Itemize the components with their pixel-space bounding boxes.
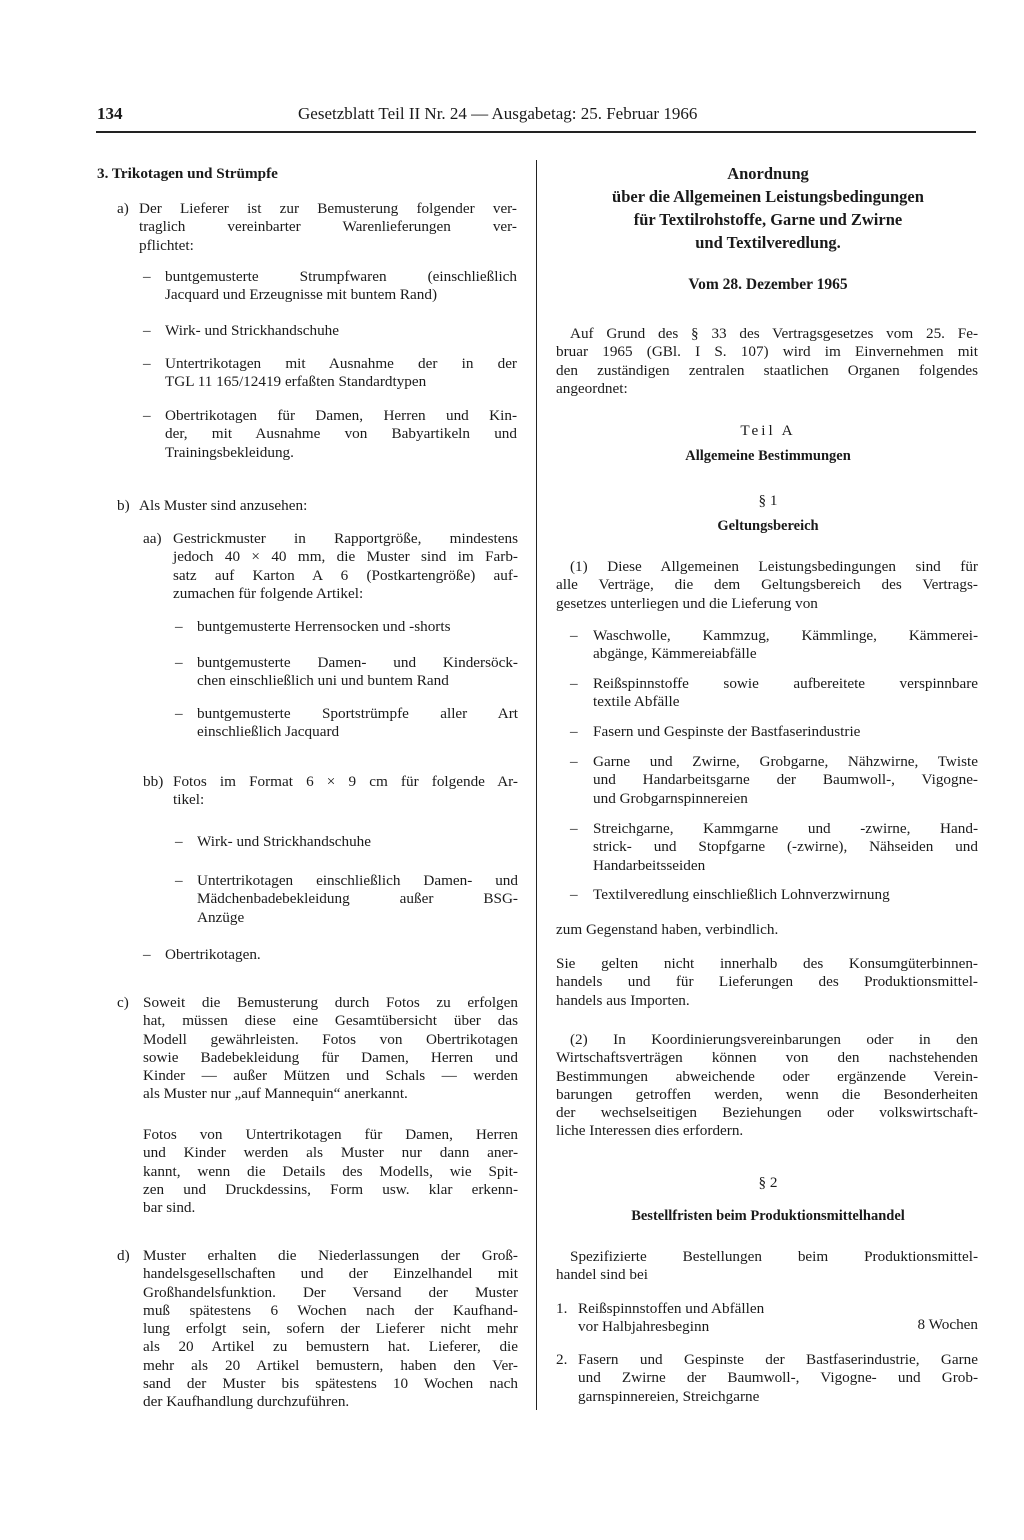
section-1-para-2: (2) In Koordinierungsvereinbarungen oder in den Wirtschaftsverträgen können von den nachstehenden Bestimmungen abweichende oder ergänzende Verein- barungen getroffen werden, wenn die Besonderheiten der wechselseitigen Beziehungen oder volkswirtschaft- liche Interessen dies erfordern.: [556, 1031, 978, 1140]
list-dash: –: [570, 723, 578, 740]
list-item: Waschwolle, Kammzug, Kämmlinge, Kämmerei- abgänge, Kämmereiabfälle: [593, 627, 978, 663]
list-dash: –: [570, 820, 578, 837]
list-dash: –: [570, 753, 578, 770]
list-item: Reißspinnstoffe sowie aufbereitete verspinnbare textile Abfälle: [593, 675, 978, 711]
section-1-exclusion: Sie gelten nicht innerhalb des Konsumgüterbinnen- handels und für Lieferungen des Produktionsmittel- handels aus Importen.: [556, 955, 978, 1009]
list-dash: –: [175, 654, 183, 671]
item-d-text: Muster erhalten die Niederlassungen der Groß- handelsgesellschaften und der Einzelhandel mit Großhandelsfunktion. Der Versand der Muster muß spätestens 6 Wochen nach der Kaufhand- lung erfolgt sein, sofern der Lieferer nicht mehr als 20 Artikel zu bemustern hat. Lieferer, die mehr als 20 Artikel bemustern, haben den Ver- sand der Muster bis spätestens 10 Wochen nach der Kaufhandlung durchzuführen.: [143, 1247, 518, 1411]
section-1-title: Geltungsbereich: [717, 518, 819, 534]
part-heading: Teil A: [740, 422, 796, 439]
list-dash: –: [143, 268, 151, 285]
list-dash: –: [570, 886, 578, 903]
section-2-intro: Spezifizierte Bestellungen beim Produktionsmittel- handel sind bei: [556, 1248, 978, 1284]
section-2-number: § 2: [758, 1174, 778, 1191]
list-item: Streichgarne, Kammgarne und -zwirne, Hand- strick- und Stopfgarne (-zwirne), Nähseiden und Handarbeitsseiden: [593, 820, 978, 874]
list-dash: –: [175, 705, 183, 722]
section-1-closing: zum Gegenstand haben, verbindlich.: [556, 921, 779, 938]
item-a-intro: Der Lieferer ist zur Bemusterung folgender ver- traglich vereinbarter Warenlieferungen ver- pflichtet:: [139, 200, 517, 254]
column-divider: [536, 160, 537, 1410]
list-item: buntgemusterte Strumpfwaren (einschließlich Jacquard und Erzeugnisse mit buntem Rand): [165, 268, 517, 304]
list-item: Wirk- und Strickhandschuhe: [165, 322, 340, 339]
item-c-text-2: Fotos von Untertrikotagen für Damen, Herren und Kinder werden als Muster nur dann aner- kannt, wenn die Details des Modells, wie Spit- zen und Druckdessins, Form usw. klar erkenn- bar sind.: [143, 1126, 518, 1217]
list-item-number: 2.: [556, 1351, 568, 1368]
item-c-marker: c): [117, 994, 129, 1011]
list-dash: –: [143, 322, 151, 339]
list-item: Garne und Zwirne, Grobgarne, Nähzwirne, Twiste und Handarbeitsgarne der Baumwoll-, Vigogne- und Grobgarnspinnereien: [593, 753, 978, 807]
list-item-number: 1.: [556, 1300, 568, 1317]
preamble: Auf Grund des § 33 des Vertragsgesetzes vom 25. Fe- bruar 1965 (GBl. I S. 107) wird im Einvernehmen mit den zuständigen zentralen staatlichen Organen folgendes angeordnet:: [556, 325, 978, 397]
list-item: buntgemusterte Sportstrümpfe aller Art einschließlich Jacquard: [197, 705, 518, 741]
list-dash: –: [175, 618, 183, 635]
list-dash: –: [570, 675, 578, 692]
item-b-marker: b): [117, 497, 130, 514]
list-dash: –: [143, 407, 151, 424]
section-1-number: § 1: [758, 492, 778, 509]
part-title: Allgemeine Bestimmungen: [685, 448, 851, 464]
list-dash: –: [570, 627, 578, 644]
list-dash: –: [143, 946, 151, 963]
header-rule: [96, 131, 976, 133]
item-bb-marker: bb): [143, 773, 164, 790]
item-bb-text: Fotos im Format 6 × 9 cm für folgende Ar- tikel:: [173, 773, 518, 809]
section-2-title: Bestellfristen beim Produktionsmittelhandel: [631, 1208, 905, 1224]
item-aa-marker: aa): [143, 530, 162, 547]
document-date: Vom 28. Dezember 1965: [688, 276, 848, 293]
item-d-marker: d): [117, 1247, 130, 1264]
item-a-marker: a): [117, 200, 129, 217]
list-item: buntgemusterte Herrensocken und -shorts: [197, 618, 451, 635]
section-1-para-1: (1) Diese Allgemeinen Leistungsbedingungen sind für alle Verträge, die dem Geltungsbereich des Vertrags- gesetzes unterliegen und die Lieferung von: [556, 558, 978, 612]
list-dash: –: [143, 355, 151, 372]
list-item: Fasern und Gespinste der Bastfaserindustrie: [593, 723, 861, 740]
item-c-text: Soweit die Bemusterung durch Fotos zu erfolgen hat, müssen diese eine Gesamtübersicht über das Modell gewährleisten. Fotos von Obertrikotagen sowie Badebekleidung für Damen, Herren und Kinder — außer Mützen und Schals — werden als Muster nur „auf Mannequin“ anerkannt.: [143, 994, 518, 1103]
item-b-intro: Als Muster sind anzusehen:: [139, 497, 308, 514]
list-dash: –: [175, 872, 183, 889]
page-number: 134: [97, 104, 123, 123]
section-3-heading: 3. Trikotagen und Strümpfe: [97, 165, 278, 182]
list-item: Obertrikotagen für Damen, Herren und Kin- der, mit Ausnahme von Babyartikeln und Trainingsbekleidung.: [165, 407, 517, 461]
list-item: Untertrikotagen mit Ausnahme der in der TGL 11 165/12419 erfaßten Standardtypen: [165, 355, 517, 391]
list-item: Untertrikotagen einschließlich Damen- und Mädchenbadebekleidung außer BSG- Anzüge: [197, 872, 518, 926]
item-aa-text: Gestrickmuster in Rapportgröße, mindestens jedoch 40 × 40 mm, die Muster sind im Farb- satz auf Karton A 6 (Postkartengröße) auf- zumachen für folgende Artikel:: [173, 530, 518, 602]
list-item: Reißspinnstoffen und Abfällen vor Halbjahresbeginn: [578, 1300, 765, 1336]
delivery-weeks: 8 Wochen: [917, 1316, 978, 1333]
document-title: Anordnung über die Allgemeinen Leistungsbedingungen für Textilrohstoffe, Garne und Zwirne und Textilveredlung.: [612, 164, 924, 252]
list-item: Obertrikotagen.: [165, 946, 261, 963]
list-item: Textilveredlung einschließlich Lohnverzwirnung: [593, 886, 890, 903]
list-item: buntgemusterte Damen- und Kindersöck- chen einschließlich uni und buntem Rand: [197, 654, 518, 690]
list-item: Wirk- und Strickhandschuhe: [197, 833, 372, 850]
page-header-title: Gesetzblatt Teil II Nr. 24 — Ausgabetag: 25. Februar 1966: [298, 104, 698, 123]
list-dash: –: [175, 833, 183, 850]
list-item: Fasern und Gespinste der Bastfaserindustrie, Garne und Zwirne der Baumwoll-, Vigogne- und Grob- garnspinnereien, Streichgarne: [578, 1351, 978, 1405]
